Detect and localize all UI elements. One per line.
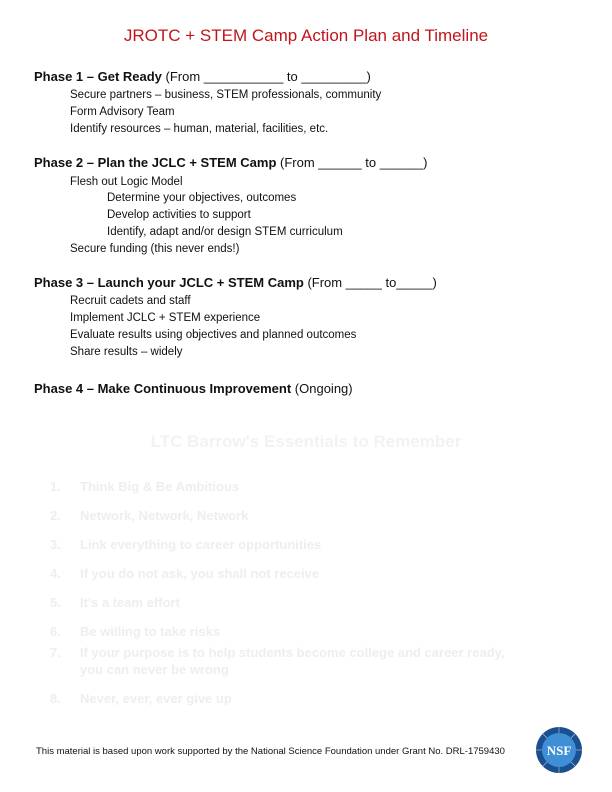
phase-2-item: Secure funding (this never ends!) bbox=[70, 243, 240, 255]
phase-2-heading bbox=[34, 155, 427, 170]
essentials-num: 7. bbox=[50, 645, 61, 660]
phase-1-heading bbox=[34, 69, 371, 84]
nsf-logo-icon bbox=[535, 726, 583, 774]
phase-2-title: Phase 2 – Plan the JCLC + STEM Camp bbox=[34, 155, 277, 170]
phase-3-item: Recruit cadets and staff bbox=[70, 295, 191, 307]
essentials-text-line2: you can never be wrong bbox=[80, 662, 229, 677]
essentials-item bbox=[50, 644, 505, 678]
essentials-title: LTC Barrow's Essentials to Remember bbox=[150, 432, 462, 451]
essentials-num: 6. bbox=[50, 624, 61, 639]
essentials-text bbox=[80, 644, 505, 678]
essentials-text: It's a team effort bbox=[80, 595, 180, 610]
essentials-num: 5. bbox=[50, 595, 61, 610]
essentials-num: 1. bbox=[50, 479, 61, 494]
phase-2-subitem: Determine your objectives, outcomes bbox=[107, 192, 297, 204]
phase-2-timeframe: (From ______ to ______) bbox=[276, 155, 428, 170]
phase-3-item: Share results – widely bbox=[70, 346, 183, 358]
essentials-item bbox=[50, 623, 220, 640]
nsf-logo-text: NSF bbox=[546, 743, 572, 758]
footer-funding-note: This material is based upon work supported by the National Science Foundation under Grant No. DRL-1759430 bbox=[36, 746, 505, 757]
essentials-text: Never, ever, ever give up bbox=[80, 691, 232, 706]
essentials-text: Think Big & Be Ambitious bbox=[80, 479, 240, 494]
phase-3-item: Implement JCLC + STEM experience bbox=[70, 312, 261, 324]
essentials-item bbox=[50, 690, 232, 707]
essentials-text-line1: If your purpose is to help students become college and career ready, bbox=[80, 645, 505, 660]
phase-4-title: Phase 4 – Make Continuous Improvement bbox=[34, 381, 292, 396]
phase-2-item: Flesh out Logic Model bbox=[70, 176, 183, 188]
essentials-num: 4. bbox=[50, 566, 61, 581]
essentials-item bbox=[50, 536, 321, 553]
essentials-item bbox=[50, 594, 180, 611]
essentials-text: Link everything to career opportunities bbox=[80, 537, 322, 552]
essentials-item bbox=[50, 507, 248, 524]
phase-3-heading bbox=[34, 275, 437, 290]
phase-3-title: Phase 3 – Launch your JCLC + STEM Camp bbox=[34, 275, 304, 290]
page-title: JROTC + STEM Camp Action Plan and Timeline bbox=[123, 26, 489, 45]
essentials-num: 8. bbox=[50, 691, 61, 706]
phase-1-item: Identify resources – human, material, facilities, etc. bbox=[70, 123, 329, 135]
phase-1-timeframe: (From ___________ to _________) bbox=[161, 69, 371, 84]
essentials-num: 2. bbox=[50, 508, 61, 523]
phase-4-heading bbox=[34, 381, 353, 396]
phase-2-subitem: Identify, adapt and/or design STEM curriculum bbox=[107, 226, 343, 238]
phase-1-item: Form Advisory Team bbox=[70, 106, 175, 118]
phase-2-subitem: Develop activities to support bbox=[107, 209, 251, 221]
phase-4-timeframe: (Ongoing) bbox=[291, 381, 353, 396]
essentials-num: 3. bbox=[50, 537, 61, 552]
essentials-text: Be willing to take risks bbox=[80, 624, 221, 639]
essentials-text: Network, Network, Network bbox=[80, 508, 249, 523]
essentials-item bbox=[50, 478, 239, 495]
phase-1-item: Secure partners – business, STEM professionals, community bbox=[70, 89, 382, 101]
essentials-item bbox=[50, 565, 319, 582]
phase-3-item: Evaluate results using objectives and planned outcomes bbox=[70, 329, 357, 341]
phase-1-title: Phase 1 – Get Ready bbox=[34, 69, 162, 84]
essentials-text: If you do not ask, you shall not receive bbox=[80, 566, 320, 581]
phase-3-timeframe: (From _____ to_____) bbox=[303, 275, 437, 290]
